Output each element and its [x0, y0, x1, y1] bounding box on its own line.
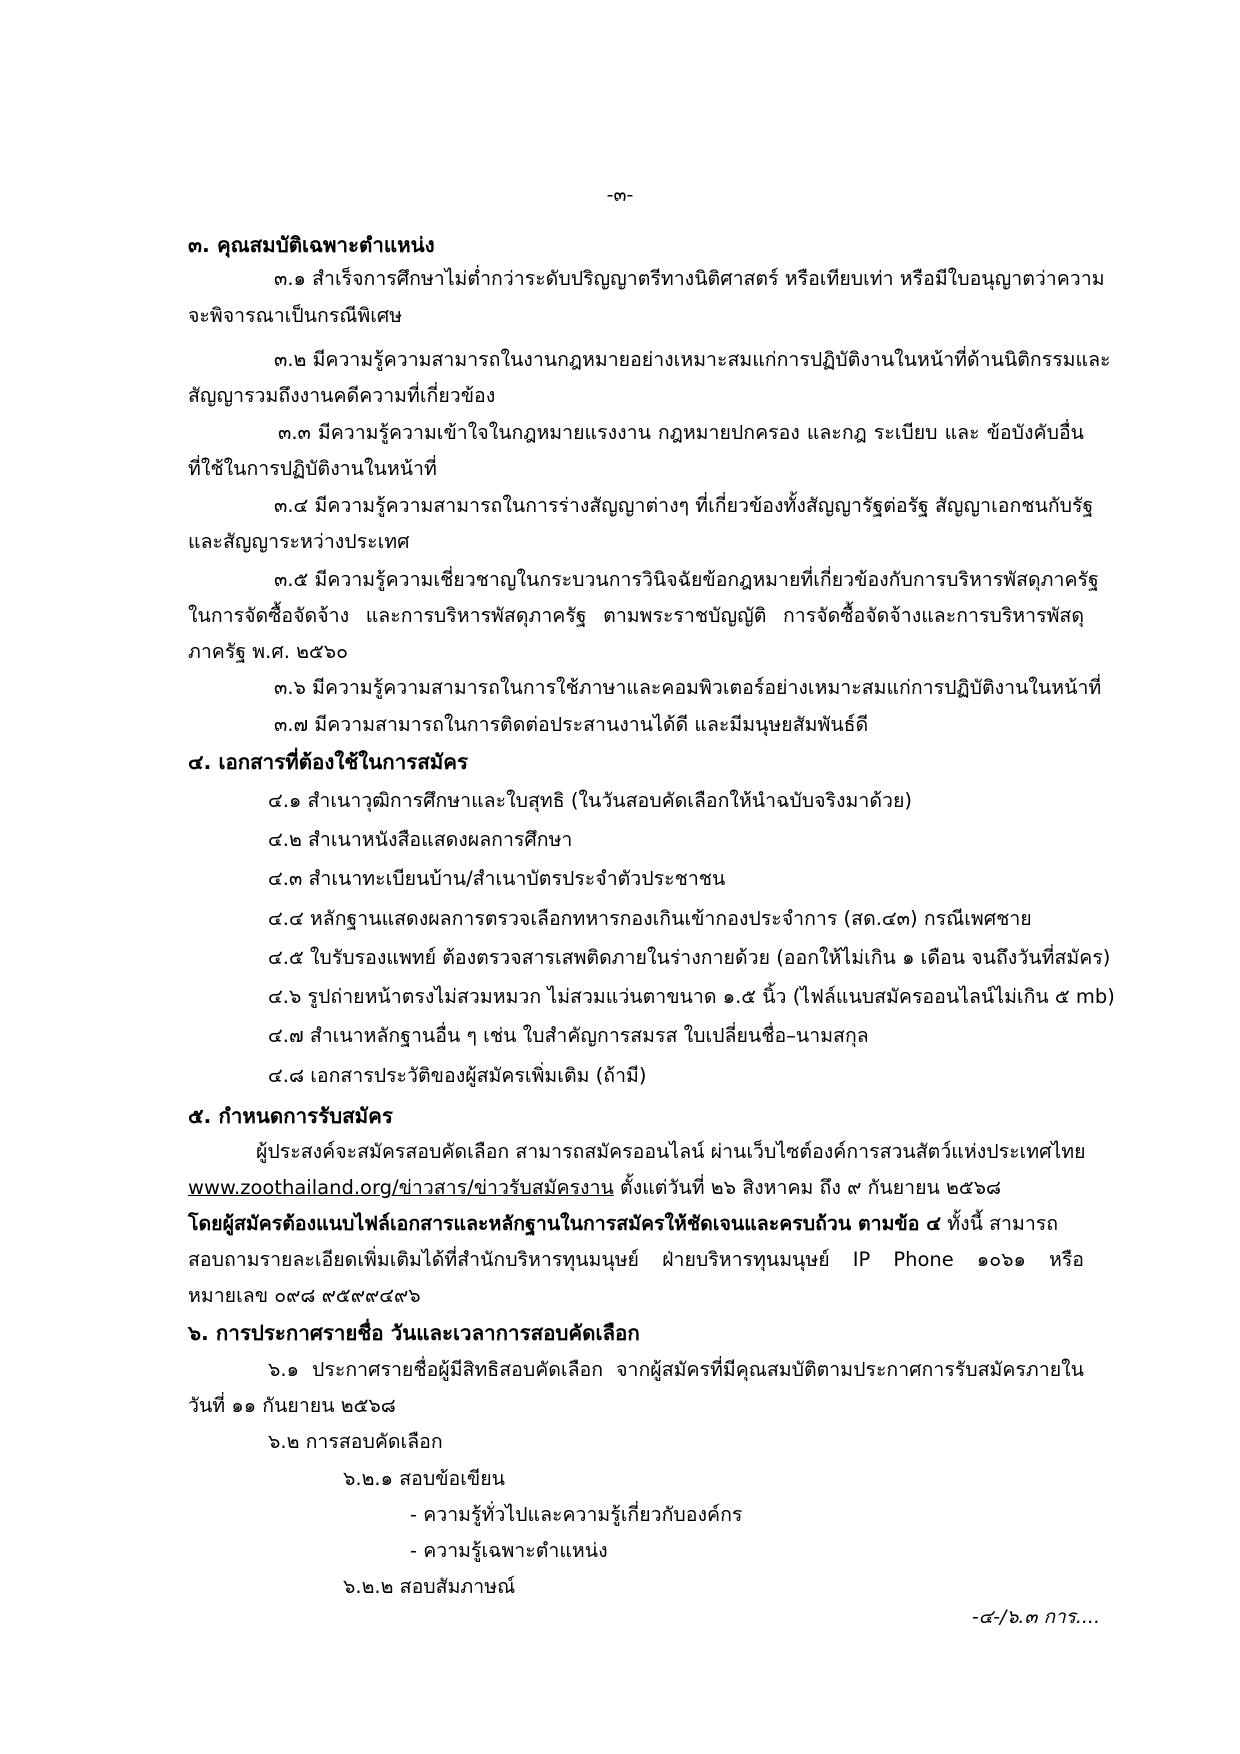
job-news-link[interactable]: www.zoothailand.org/ข่าวสาร/ข่าวรับสมัครงาน	[188, 1176, 614, 1199]
section-4-heading: ๔. เอกสารที่ต้องใช้ในการสมัคร	[188, 750, 468, 774]
item-4-6: ๔.๖ รูปถ่ายหน้าตรงไม่สวมหมวก ไม่สวมแว่นตาขนาด ๑.๕ นิ้ว (ไฟล์แนบสมัครออนไลน์ไม่เกิน ๕ mb)	[268, 985, 1115, 1008]
section-5-line-3	[188, 1209, 1058, 1239]
section-5-heading: ๕. กำหนดการรับสมัคร	[188, 1104, 393, 1128]
section-5-line-3-rest: ทั้งนี้ สามารถ	[941, 1212, 1059, 1235]
section-5-line-4: สอบถามรายละเอียดเพิ่มเติมได้ที่สำนักบริหารทุนมนุษย์ ฝ่ายบริหารทุนมนุษย์ IP Phone ๑๐๖๑ หรือ	[188, 1248, 1084, 1271]
item-3-1-line-2: จะพิจารณาเป็นกรณีพิเศษ	[188, 304, 403, 327]
section-6-heading: ๖. การประกาศรายชื่อ วันและเวลาการสอบคัดเลือก	[188, 1321, 640, 1345]
section-5-line-5: หมายเลข ๐๙๘ ๙๕๙๙๔๙๖	[188, 1284, 421, 1307]
item-4-7: ๔.๗ สำเนาหลักฐานอื่น ๆ เช่น ใบสำคัญการสมรส ใบเปลี่ยนชื่อ–นามสกุล	[268, 1024, 869, 1047]
attachment-requirement: โดยผู้สมัครต้องแนบไฟล์เอกสารและหลักฐานในการสมัครให้ชัดเจนและครบถ้วน ตามข้อ ๔	[188, 1212, 942, 1235]
page-number: -๓-	[606, 184, 634, 206]
item-6-2-1-b: - ความรู้เฉพาะตำแหน่ง	[410, 1539, 608, 1562]
item-4-8: ๔.๘ เอกสารประวัติของผู้สมัครเพิ่มเติม (ถ้ามี)	[268, 1064, 647, 1087]
item-4-1: ๔.๑ สำเนาวุฒิการศึกษาและใบสุทธิ (ในวันสอบคัดเลือกให้นำฉบับจริงมาด้วย)	[268, 789, 912, 812]
item-6-1-line-2: วันที่ ๑๑ กันยายน ๒๕๖๘	[188, 1394, 396, 1417]
item-3-1-line-1: ๓.๑ สำเร็จการศึกษาไม่ต่ำกว่าระดับปริญญาตรีทางนิติศาสตร์ หรือเทียบเท่า หรือมีใบอนุญาตว่าความ	[274, 267, 1105, 290]
item-3-4-line-2: และสัญญาระหว่างประเทศ	[188, 530, 410, 553]
item-4-5: ๔.๕ ใบรับรองแพทย์ ต้องตรวจสารเสพติดภายในร่างกายด้วย (ออกให้ไม่เกิน ๑ เดือน จนถึงวันที่สมัคร)	[268, 946, 1111, 969]
section-5-line-2	[188, 1173, 1001, 1203]
item-6-2: ๖.๒ การสอบคัดเลือก	[268, 1430, 443, 1453]
item-6-1-line-1: ๖.๑ ประกาศรายชื่อผู้มีสิทธิสอบคัดเลือก จากผู้สมัครที่มีคุณสมบัติตามประกาศการรับสมัครภายใน	[268, 1358, 1084, 1381]
item-4-3: ๔.๓ สำเนาทะเบียนบ้าน/สำเนาบัตรประจำตัวประชาชน	[268, 867, 726, 890]
item-3-3-line-1: ๓.๓ มีความรู้ความเข้าใจในกฎหมายแรงงาน กฎหมายปกครอง และกฎ ระเบียบ และ ข้อบังคับอื่น	[278, 421, 1084, 444]
item-6-2-1: ๖.๒.๑ สอบข้อเขียน	[343, 1467, 505, 1490]
item-3-2-line-1: ๓.๒ มีความรู้ความสามารถในงานกฎหมายอย่างเหมาะสมแก่การปฏิบัติงานในหน้าที่ด้านนิติกรรมและ	[274, 348, 1111, 371]
application-period: ตั้งแต่วันที่ ๒๖ สิงหาคม ถึง ๙ กันยายน ๒๕๖๘	[613, 1176, 1002, 1199]
item-4-2: ๔.๒ สำเนาหนังสือแสดงผลการศึกษา	[268, 828, 573, 851]
section-3-heading: ๓. คุณสมบัติเฉพาะตำแหน่ง	[188, 233, 435, 257]
item-3-5-line-3: ภาครัฐ พ.ศ. ๒๕๖๐	[188, 640, 348, 663]
item-3-3-line-2: ที่ใช้ในการปฏิบัติงานในหน้าที่	[188, 457, 437, 480]
item-3-5-line-1: ๓.๕ มีความรู้ความเชี่ยวชาญในกระบวนการวินิจฉัยข้อกฎหมายที่เกี่ยวข้องกับการบริหารพัสดุภาครัฐ	[274, 568, 1099, 591]
item-6-2-2: ๖.๒.๒ สอบสัมภาษณ์	[343, 1575, 516, 1598]
item-3-5-line-2: ในการจัดซื้อจัดจ้าง และการบริหารพัสดุภาครัฐ ตามพระราชบัญญัติ การจัดซื้อจัดจ้างและการบริหารพัสดุ	[188, 604, 1084, 627]
section-5-line-1: ผู้ประสงค์จะสมัครสอบคัดเลือก สามารถสมัครออนไลน์ ผ่านเว็บไซต์องค์การสวนสัตว์แห่งประเทศไทย	[256, 1140, 1086, 1163]
item-3-6: ๓.๖ มีความรู้ความสามารถในการใช้ภาษาและคอมพิวเตอร์อย่างเหมาะสมแก่การปฏิบัติงานในหน้าที่	[274, 676, 1102, 699]
item-6-2-1-a: - ความรู้ทั่วไปและความรู้เกี่ยวกับองค์กร	[410, 1503, 743, 1526]
item-4-4: ๔.๔ หลักฐานแสดงผลการตรวจเลือกทหารกองเกินเข้ากองประจำการ (สด.๔๓) กรณีเพศชาย	[268, 907, 1032, 930]
continuation-footer: -๔-/๖.๓ การ....	[971, 1606, 1100, 1628]
item-3-7: ๓.๗ มีความสามารถในการติดต่อประสานงานได้ดี และมีมนุษยสัมพันธ์ดี	[274, 713, 869, 736]
item-3-4-line-1: ๓.๔ มีความรู้ความสามารถในการร่างสัญญาต่างๆ ที่เกี่ยวข้องทั้งสัญญารัฐต่อรัฐ สัญญาเอกชนกับรัฐ	[274, 494, 1094, 517]
item-3-2-line-2: สัญญารวมถึงงานคดีความที่เกี่ยวข้อง	[188, 384, 496, 407]
